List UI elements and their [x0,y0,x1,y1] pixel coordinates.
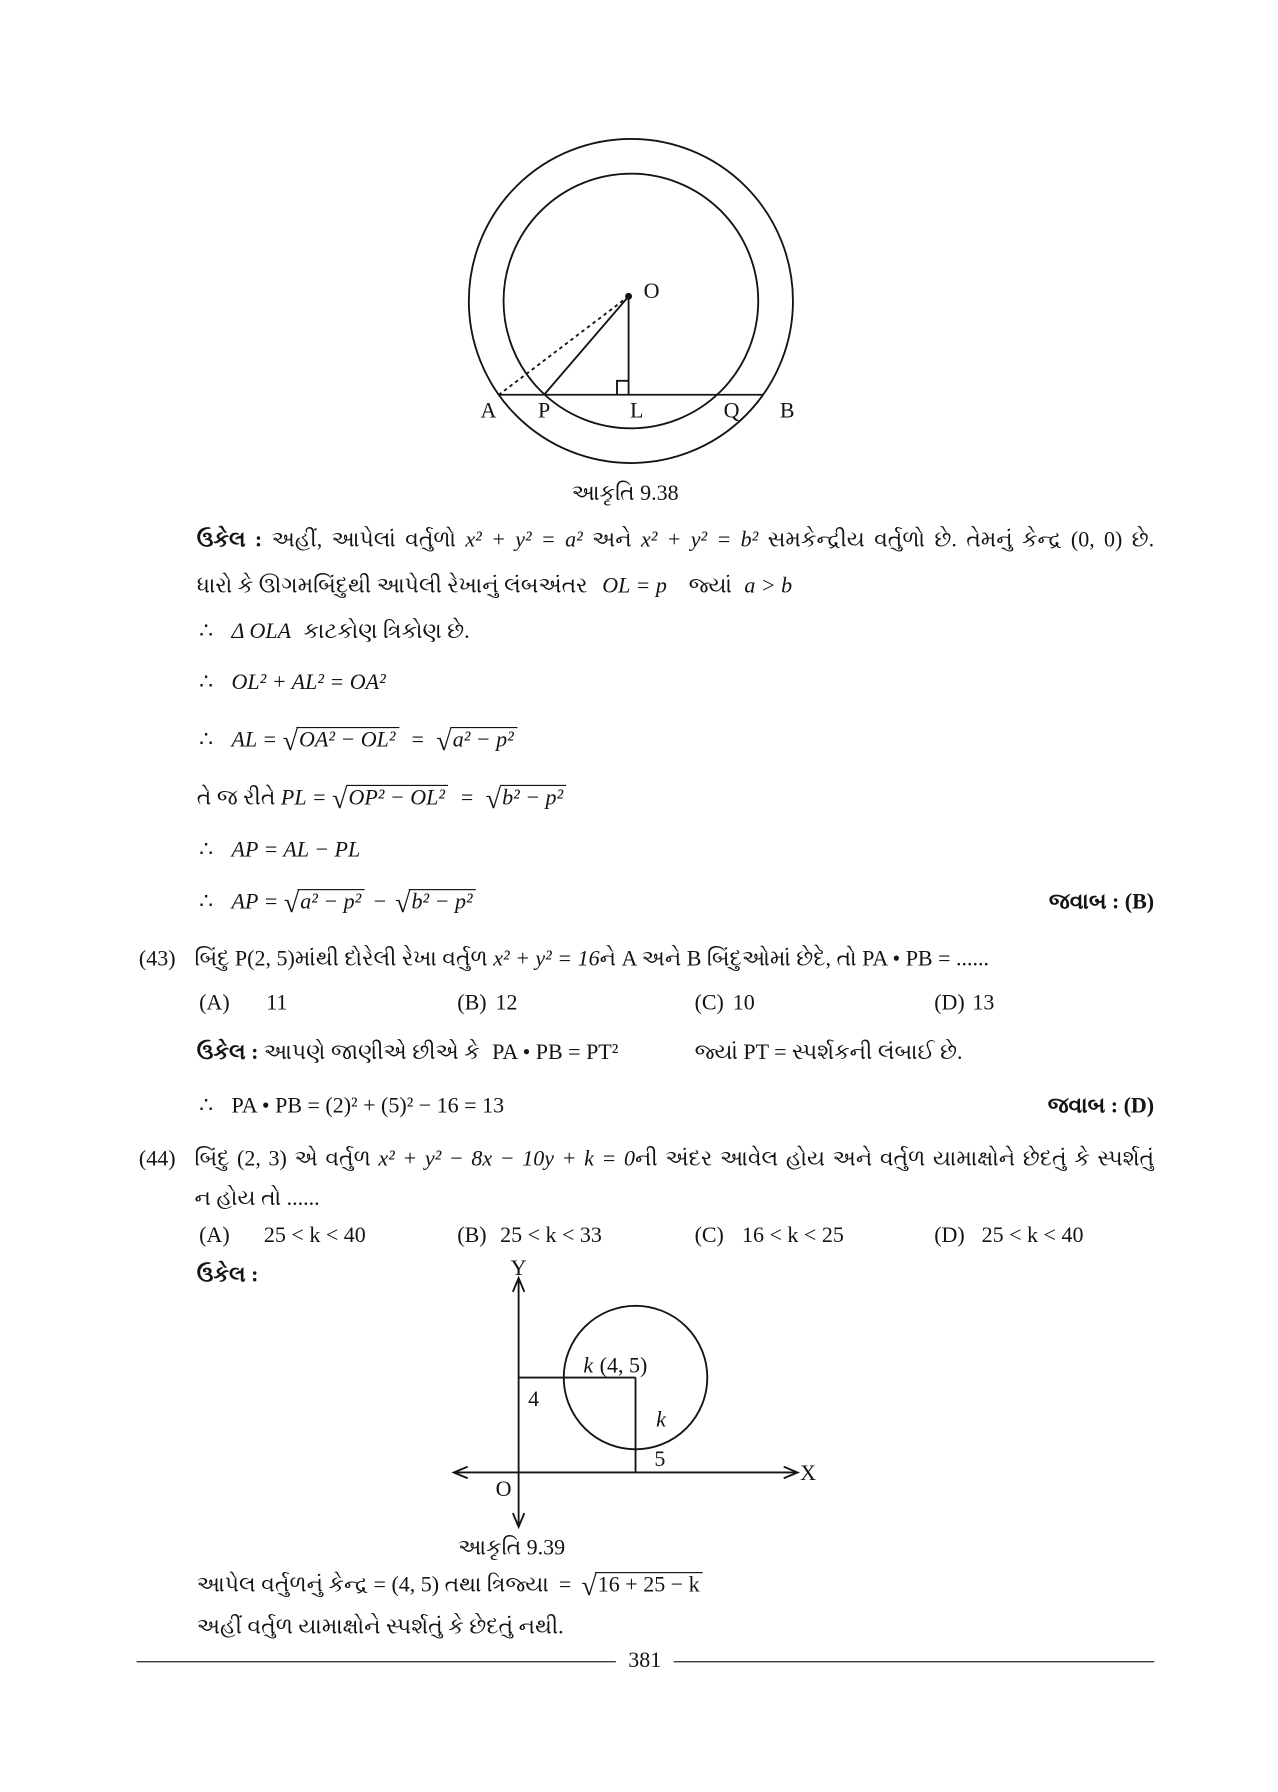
therefore-symbol: ∴ [199,838,214,863]
square-root [486,784,567,815]
solution-44-line-1 [197,1571,703,1601]
option-key-b: (B) [457,990,487,1016]
solution-43-line-2 [199,1092,504,1122]
option-key-a: (A) [199,1223,230,1248]
option-value-c: 16 < k < 25 [742,1223,844,1248]
square-root [332,784,448,815]
therefore-symbol: ∴ [199,1093,214,1119]
option-key-a: (A) [199,990,230,1016]
text: સમકેન્દ્રીય વર્તુળો છે. તેમનું કેન્દ્ર (0, 0) છે. [767,527,1155,553]
math-expression: AL = [231,728,278,753]
solution-42-line-3 [199,617,470,647]
page-number: 381 [628,1648,662,1673]
square-root [284,888,365,919]
text: અહીં, આપેલાં વર્તુળો [271,527,457,553]
question-43-text [194,945,989,975]
segment-oa-dashed [499,296,629,394]
math-expression: OL² + AL² = OA² [231,670,386,695]
option-value-b: 25 < k < 33 [500,1223,602,1248]
option-value-b: 12 [495,990,518,1016]
option-value-d: 13 [972,990,995,1016]
question-44-text-line-1 [194,1145,1154,1175]
square-root [283,726,399,757]
center-point [625,293,632,300]
solution-44-label: ઉકેલ : [196,1262,259,1288]
figure-9-39 [440,1256,834,1534]
solution-42-line-4 [199,668,386,698]
therefore-symbol: ∴ [199,890,214,915]
radicand: a² − p² [450,727,517,752]
answer-42: જવાબ : (B) [1048,890,1155,915]
math-expression: Δ OLA [231,619,292,644]
label-y-axis: Y [510,1256,527,1281]
question-43-options [0,989,1278,1019]
option-key-c: (C) [694,990,724,1016]
radicand: OA² − OL² [297,727,399,752]
math-expression: AP = AL − PL [231,838,361,863]
option-key-d: (D) [934,1223,965,1248]
question-44-options [0,1221,1278,1251]
text: અને [592,527,632,553]
text: આપેલ વર્તુળનું કેન્દ્ર = (4, 5) તથા ત્રિજ્યા [196,1573,549,1598]
math-expression: x² + y² = a² [465,527,583,553]
label-center-coordinates: (4, 5) [599,1352,648,1378]
solution-44-line-2: અહીં વર્તુળ યામાક્ષોને સ્પર્શતું કે છેદતું નથી. [196,1614,564,1640]
radicand: 16 + 25 − k [595,1572,703,1597]
text: તે જ રીતે [196,786,276,811]
option-value-d: 25 < k < 40 [981,1223,1084,1248]
label-horizontal-distance: 5 [654,1446,666,1472]
text: ની અંદર આવેલ હોય અને વર્તુળ યામાક્ષોને છેદતું કે સ્પર્શતું [635,1147,1155,1172]
radicand: b² − p² [500,785,567,810]
footer-rule-right [674,1661,1154,1662]
math-expression: PA • PB = PT² [492,1040,619,1066]
inner-circle [504,174,759,429]
label-origin: O [495,1476,512,1502]
math-expression: AP = [231,890,279,915]
solution-label: ઉકેલ : [196,527,263,553]
text: બિંદુ (2, 3) એ વર્તુળ [194,1147,371,1172]
segment-op [544,296,629,394]
label-vertical-distance: 4 [528,1385,540,1411]
option-key-d: (D) [934,990,965,1016]
equals-sign: = [558,1573,572,1598]
solution-43-line-1 [197,1038,619,1068]
figure-caption-9-39: આકૃતિ 9.39 [458,1536,566,1561]
solution-42-line-6 [197,784,567,814]
therefore-symbol: ∴ [199,619,214,644]
text: બિંદુ P(2, 5)માંથી દોરેલી રેખા વર્તુળ [194,946,488,972]
equals-sign: = [411,728,424,753]
math-expression: x² + y² − 8x − 10y + k = 0 [378,1147,636,1172]
label-l: L [629,397,644,423]
option-key-b: (B) [457,1223,487,1248]
option-value-c: 10 [732,990,755,1016]
equals-sign: = [460,786,474,811]
right-angle-mark [617,381,629,395]
question-44-number: (44) [138,1147,176,1172]
label-p: P [537,397,551,423]
text: આપણે જાણીએ છીએ કે [263,1040,480,1066]
option-key-c: (C) [694,1223,724,1248]
label-q: Q [723,397,740,423]
radicand: b² − p² [409,889,476,914]
therefore-symbol: ∴ [199,728,214,753]
solution-42-line-2 [197,572,792,602]
figure-caption-9-38: આકૃતિ 9.38 [571,481,679,506]
math-expression: x² + y² = b² [640,527,759,553]
question-43-number: (43) [138,946,176,972]
radicand: OP² − OL² [346,785,448,810]
solution-42-line-8 [199,888,476,918]
option-value-a: 25 < k < 40 [263,1223,366,1248]
label-a: A [480,397,497,423]
solution-43-note: જ્યાં PT = સ્પર્શકની લંબાઈ છે. [694,1040,963,1066]
text: ધારો કે ઊગમબિંદુથી આપેલી રેખાનું લંબઅંતર [196,574,588,599]
option-value-a: 11 [266,990,288,1016]
math-expression: a > b [744,574,793,599]
label-center-variable: k [583,1352,594,1378]
label-b: B [779,397,795,423]
solution-42-line-5 [199,726,517,756]
solution-label: ઉકેલ : [196,1040,259,1066]
math-expression: x² + y² = 16 [493,946,600,972]
square-root [581,1571,703,1602]
footer-rule-left [137,1661,616,1662]
question-44-text-line-2: ન હોય તો ...... [194,1186,320,1211]
solution-42-line-1 [197,526,1154,556]
square-root [395,888,476,919]
minus-sign: − [373,890,387,915]
square-root [436,726,517,757]
text: કાટકોણ ત્રિકોણ છે. [303,619,470,644]
math-expression: PA • PB = (2)² + (5)² − 16 = 13 [231,1093,505,1119]
therefore-symbol: ∴ [199,670,214,695]
radicand: a² − p² [298,889,365,914]
label-radius: k [656,1406,666,1432]
text: ને A અને B બિંદુઓમાં છેદે, તો PA • PB = ...... [599,946,989,972]
math-expression: PL = [280,786,327,811]
text: જ્યાં [688,574,732,599]
solution-42-line-7 [199,836,360,866]
label-x-axis: X [800,1459,816,1485]
answer-43: જવાબ : (D) [1047,1093,1155,1119]
figure-9-38 [451,116,821,475]
math-expression: OL = p [602,574,667,599]
label-o: O [643,278,660,304]
